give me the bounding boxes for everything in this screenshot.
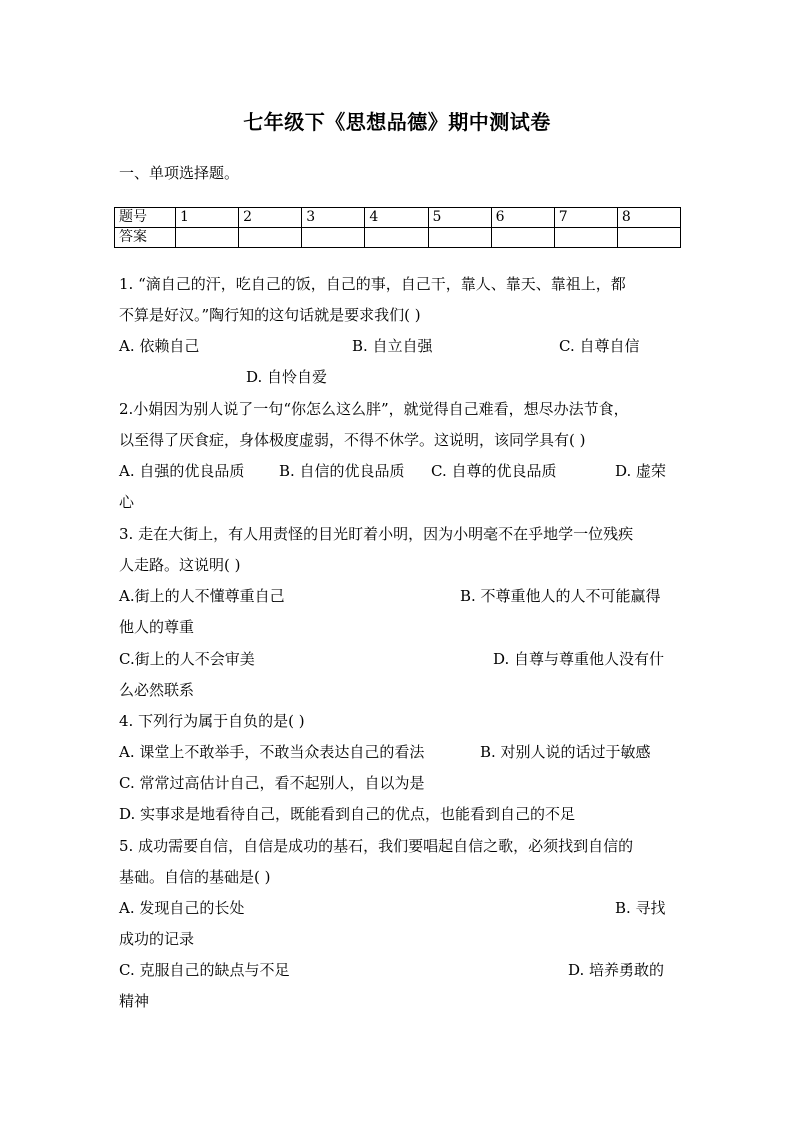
question-1-line-2: 不算是好汉。”陶行知的这句话就是要求我们( ) [119, 306, 421, 324]
answer-cell[interactable] [365, 228, 428, 248]
page-title: 七年级下《思想品德》期中测试卷 [243, 110, 551, 134]
question-3-option-a: A.街上的人不懂尊重自己 [119, 587, 285, 605]
table-row [115, 228, 681, 248]
question-4-option-d: D. 实事求是地看待自己，既能看到自己的优点，也能看到自己的不足 [119, 805, 576, 823]
answer-cell[interactable] [239, 228, 302, 248]
table-cell-number: 6 [491, 208, 554, 228]
question-5-option-b: B. 寻找 [615, 899, 666, 917]
answer-cell[interactable] [428, 228, 491, 248]
table-cell-number: 5 [428, 208, 491, 228]
question-3-option-b: B. 不尊重他人的人不可能赢得 [460, 587, 661, 605]
question-5-option-c: C. 克服自己的缺点与不足 [119, 961, 290, 979]
question-2-option-c: C. 自尊的优良品质 [431, 462, 557, 480]
question-3-line-1: 3. 走在大街上，有人用责怪的目光盯着小明，因为小明毫不在乎地学一位残疾 [119, 525, 634, 543]
answer-cell[interactable] [617, 228, 680, 248]
table-row [115, 208, 681, 228]
question-5-option-d: D. 培养勇敢的 [568, 961, 665, 979]
question-1-option-b: B. 自立自强 [352, 337, 433, 355]
question-3-option-b-continued: 他人的尊重 [119, 618, 195, 636]
question-5-line-1: 5. 成功需要自信，自信是成功的基石，我们要唱起自信之歌，必须找到自信的 [119, 837, 634, 855]
table-cell-number: 8 [617, 208, 680, 228]
answer-cell[interactable] [491, 228, 554, 248]
question-5-option-a: A. 发现自己的长处 [119, 899, 245, 917]
question-5-line-2: 基础。自信的基础是( ) [119, 868, 271, 886]
question-2-line-2: 以至得了厌食症，身体极度虚弱，不得不休学。这说明，该同学具有( ) [119, 431, 586, 449]
question-2-option-d: D. 虚荣 [615, 462, 667, 480]
question-1-option-a: A. 依赖自己 [119, 337, 200, 355]
question-3-option-d: D. 自尊与尊重他人没有什 [493, 650, 665, 668]
question-2-option-d-continued: 心 [119, 493, 135, 511]
section-heading: 一、单项选择题。 [119, 164, 240, 182]
question-5-option-b-continued: 成功的记录 [119, 930, 195, 948]
question-2-option-a: A. 自强的优良品质 [119, 462, 245, 480]
table-cell-label: 题号 [115, 208, 176, 228]
question-3-option-d-continued: 么必然联系 [119, 681, 195, 699]
question-2-option-b: B. 自信的优良品质 [279, 462, 405, 480]
answer-table [114, 207, 681, 248]
question-1-option-d: D. 自怜自爱 [246, 368, 328, 386]
table-cell-number: 1 [176, 208, 239, 228]
question-3-option-c: C.街上的人不会审美 [119, 650, 255, 668]
answer-cell[interactable] [554, 228, 617, 248]
question-1-option-c: C. 自尊自信 [559, 337, 640, 355]
table-cell-number: 2 [239, 208, 302, 228]
table-cell-number: 3 [302, 208, 365, 228]
question-3-line-2: 人走路。这说明( ) [119, 556, 241, 574]
table-cell-number: 7 [554, 208, 617, 228]
question-2-line-1: 2.小娟因为别人说了一句“你怎么这么胖”，就觉得自己难看，想尽办法节食， [119, 400, 629, 418]
question-4-option-b: B. 对别人说的话过于敏感 [480, 743, 651, 761]
question-4-line-1: 4. 下列行为属于自负的是( ) [119, 712, 305, 730]
question-4-option-c: C. 常常过高估计自己，看不起别人，自以为是 [119, 774, 425, 792]
question-1-line-1: 1. “滴自己的汗，吃自己的饭，自己的事，自己干，靠人、靠天、靠祖上，都 [119, 275, 626, 293]
answer-cell[interactable] [302, 228, 365, 248]
question-5-option-d-continued: 精神 [119, 992, 150, 1010]
question-4-option-a: A. 课堂上不敢举手，不敢当众表达自己的看法 [119, 743, 425, 761]
table-cell-label: 答案 [115, 228, 176, 248]
table-cell-number: 4 [365, 208, 428, 228]
answer-cell[interactable] [176, 228, 239, 248]
